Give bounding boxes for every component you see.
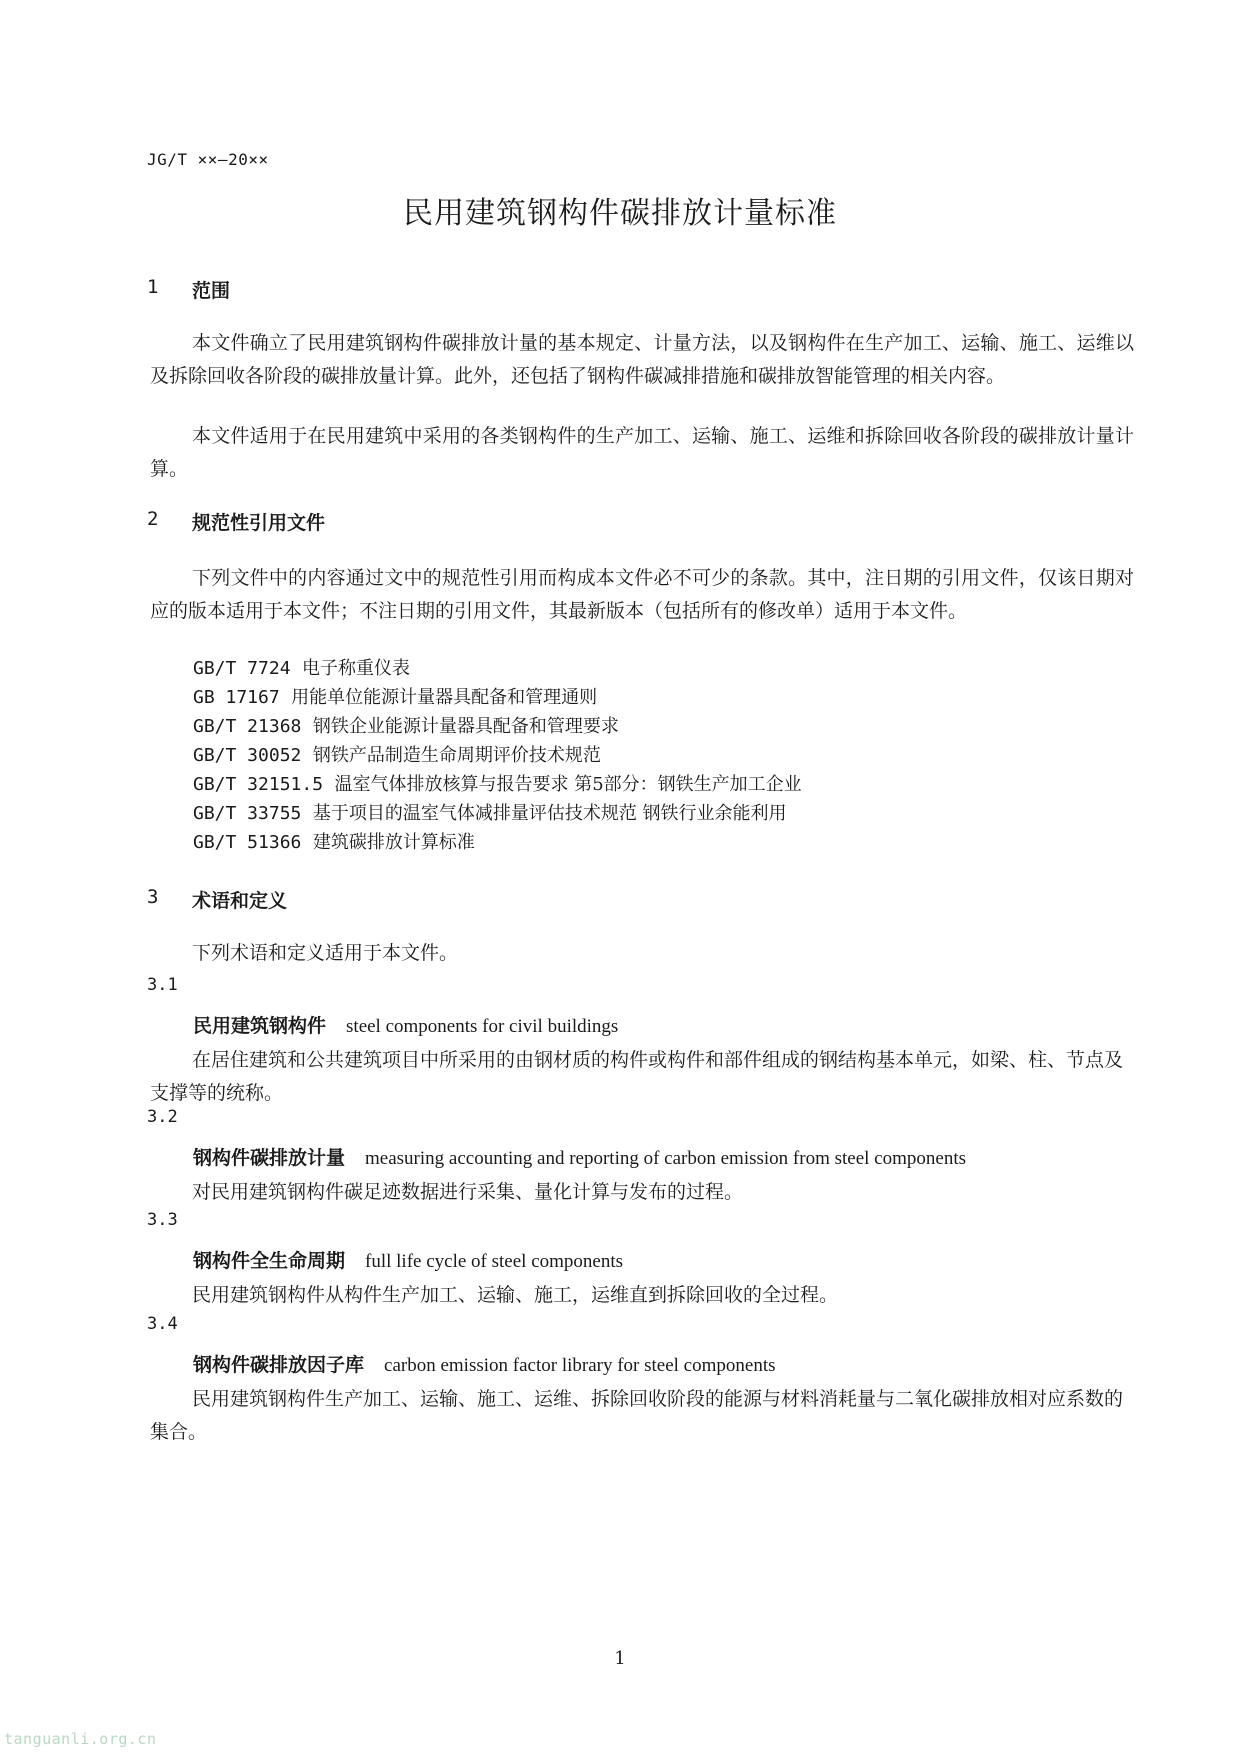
reference-name: 温室气体排放核算与报告要求 第5部分：钢铁生产加工企业 xyxy=(334,774,802,795)
page-number: 1 xyxy=(614,1648,626,1669)
term-definition: 民用建筑钢构件从构件生产加工、运输、施工，运维直到拆除回收的全过程。 xyxy=(192,1284,839,1306)
reference-name: 钢铁产品制造生命周期评价技术规范 xyxy=(312,745,601,766)
term-zh: 钢构件碳排放计量 xyxy=(193,1147,346,1169)
term-heading xyxy=(193,1350,776,1377)
section-number: 3 xyxy=(147,886,159,908)
reference-code: GB/T 21368 xyxy=(193,716,302,737)
clause-number: 3.3 xyxy=(147,1210,178,1230)
watermark: tanguanli.org.cn xyxy=(4,1730,157,1748)
reference-code: GB 17167 xyxy=(193,687,280,708)
term-heading xyxy=(193,1143,966,1170)
reference-code: GB/T 33755 xyxy=(193,803,302,824)
section-title: 规范性引用文件 xyxy=(192,512,326,534)
clause-number: 3.2 xyxy=(147,1107,178,1127)
reference-name: 钢铁企业能源计量器具配备和管理要求 xyxy=(312,716,619,737)
reference-item xyxy=(193,770,802,796)
section-number: 1 xyxy=(147,276,159,298)
reference-code: GB/T 7724 xyxy=(193,658,291,679)
clause-number: 3.1 xyxy=(147,975,178,995)
reference-item xyxy=(193,799,787,825)
reference-item xyxy=(193,712,619,738)
term-definition: 在居住建筑和公共建筑项目中所采用的由钢材质的构件或构件和部件组成的钢结构基本单元，如梁、柱、节点及支撑等的统称。 xyxy=(150,1049,1124,1104)
scope-paragraph-1: 本文件确立了民用建筑钢构件碳排放计量的基本规定、计量方法，以及钢构件在生产加工、运输、施工、运维以及拆除回收各阶段的碳排放量计算。此外，还包括了钢构件碳减排措施和碳排放智能管理的相关内容。 xyxy=(150,332,1134,387)
reference-item xyxy=(193,828,475,854)
document-title: 民用建筑钢构件碳排放计量标准 xyxy=(403,196,837,231)
reference-name: 电子称重仪表 xyxy=(302,658,410,679)
term-definition: 对民用建筑钢构件碳足迹数据进行采集、量化计算与发布的过程。 xyxy=(192,1181,744,1203)
reference-item xyxy=(193,654,410,680)
clause-number: 3.4 xyxy=(147,1314,178,1334)
term-en: carbon emission factor library for steel components xyxy=(384,1355,776,1376)
reference-code: GB/T 51366 xyxy=(193,832,302,853)
reference-name: 基于项目的温室气体减排量评估技术规范 钢铁行业余能利用 xyxy=(312,803,787,824)
term-heading xyxy=(193,1011,618,1038)
term-zh: 钢构件全生命周期 xyxy=(193,1250,346,1272)
reference-name: 建筑碳排放计算标准 xyxy=(312,832,475,853)
term-definition: 民用建筑钢构件生产加工、运输、施工、运维、拆除回收阶段的能源与材料消耗量与二氧化碳排放相对应系数的集合。 xyxy=(150,1388,1124,1443)
section-title: 范围 xyxy=(192,280,231,302)
term-en: steel components for civil buildings xyxy=(346,1016,619,1037)
term-zh: 民用建筑钢构件 xyxy=(193,1015,327,1037)
reference-name: 用能单位能源计量器具配备和管理通则 xyxy=(291,687,598,708)
scope-paragraph-2: 本文件适用于在民用建筑中采用的各类钢构件的生产加工、运输、施工、运维和拆除回收各阶段的碳排放计量计算。 xyxy=(150,425,1134,480)
term-zh: 钢构件碳排放因子库 xyxy=(193,1354,365,1376)
term-en: full life cycle of steel components xyxy=(365,1251,624,1272)
reference-code: GB/T 32151.5 xyxy=(193,774,324,795)
reference-item xyxy=(193,683,597,709)
section-number: 2 xyxy=(147,508,159,530)
terms-intro: 下列术语和定义适用于本文件。 xyxy=(192,942,459,964)
term-heading xyxy=(193,1246,623,1273)
references-intro: 下列文件中的内容通过文中的规范性引用而构成本文件必不可少的条款。其中，注日期的引用文件，仅该日期对应的版本适用于本文件；不注日期的引用文件，其最新版本（包括所有的修改单）适用于本文件。 xyxy=(150,567,1134,622)
term-en: measuring accounting and reporting of carbon emission from steel components xyxy=(365,1148,966,1169)
reference-code: GB/T 30052 xyxy=(193,745,302,766)
standard-code: JG/T ××—20×× xyxy=(147,150,269,169)
reference-item xyxy=(193,741,601,767)
section-title: 术语和定义 xyxy=(192,890,288,912)
